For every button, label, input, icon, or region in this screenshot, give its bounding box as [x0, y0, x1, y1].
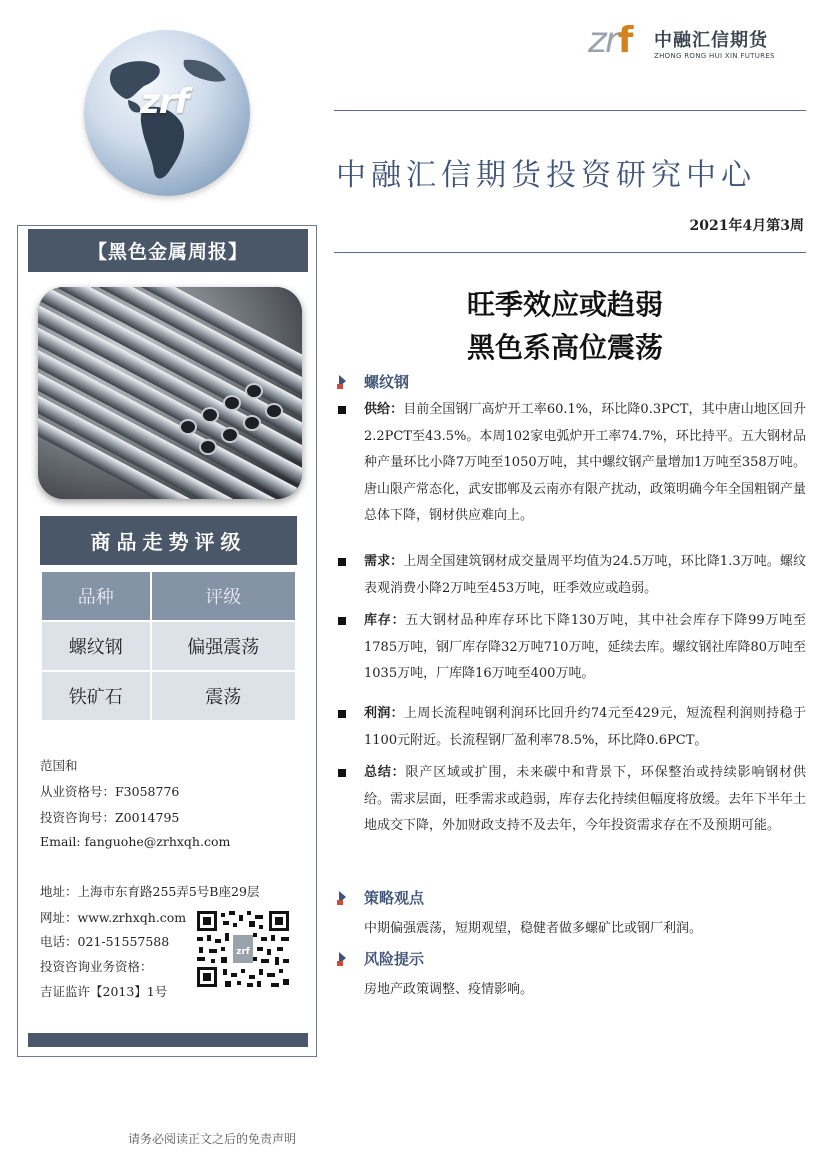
profit-label: 利润：	[364, 706, 405, 721]
rating-col-rating: 评级	[152, 572, 295, 620]
title-divider	[334, 252, 806, 253]
profit-text: 上周长流程吨钢利润环比回升约74元至429元，短流程利润则持稳于1100元附近。长流程钢厂盈利率78.5%，环比降0.6PCT。	[364, 706, 806, 748]
issue-date: 2021年4月第3周	[689, 218, 804, 234]
square-bullet-icon	[338, 769, 346, 777]
globe-logo-image	[84, 30, 250, 196]
summary-text: 限产区域或扩围，未来碳中和背景下，环保整治或持续影响钢材供给。需求层面，旺季需求或趋弱，库存去化持续但幅度将放缓。去年下半年土地成交下降，外加财政支持不及去年，今年投资需求存在不及预期可能。	[364, 765, 807, 833]
disclaimer-note: 请务必阅读正文之后的免责声明	[128, 1132, 297, 1146]
profit-paragraph	[364, 701, 806, 754]
brand-name-cn: 中融汇信期货	[654, 30, 768, 51]
section-rebar	[337, 371, 409, 392]
rating-table-header	[42, 572, 295, 620]
research-center-title: 中融汇信期货投资研究中心	[336, 158, 756, 193]
qr-code-image	[195, 909, 291, 989]
inventory-label: 库存：	[364, 613, 406, 628]
square-bullet-icon	[338, 558, 346, 566]
demand-text: 上周全国建筑钢材成交量周平均值为24.5万吨，环比降1.3万吨。螺纹表观消费小降2万吨至453万吨，旺季效应或趋弱。	[364, 554, 806, 596]
section-arrow-icon	[337, 375, 351, 389]
rating-item: 铁矿石	[42, 672, 150, 720]
square-bullet-icon	[338, 406, 346, 414]
square-bullet-icon	[338, 710, 346, 718]
rating-item: 螺纹钢	[42, 622, 150, 670]
summary-paragraph	[364, 760, 806, 840]
analyst-license: 从业资格号：F3058776	[40, 784, 180, 799]
company-address: 地址：上海市东育路255弄5号B座29层	[40, 884, 260, 899]
sidebar-footer-bar	[28, 1033, 308, 1047]
supply-paragraph	[364, 397, 806, 530]
brand-logo	[588, 16, 788, 66]
supply-label: 供给：	[364, 402, 404, 417]
brand-name-en: ZHONG RONG HUI XIN FUTURES	[654, 52, 775, 60]
rating-section-title: 商品走势评级	[40, 516, 297, 565]
inventory-text: 五大钢材品种库存环比下降130万吨，其中社会库存下降99万吨至1785万吨，钢厂库存降32万吨710万吨，延续去库。螺纹钢社库降80万吨至1035万吨，厂库降16万吨至400万吨。	[364, 613, 806, 681]
steel-pipes-image	[38, 287, 302, 499]
section-strategy	[337, 887, 424, 908]
demand-paragraph	[364, 549, 806, 602]
strategy-text: 中期偏强震荡，短期观望，稳健者做多螺矿比或钢厂利润。	[364, 921, 703, 936]
table-row	[42, 672, 295, 720]
section-risk-title: 风险提示	[364, 950, 425, 968]
supply-text: 目前全国钢厂高炉开工率60.1%，环比降0.3PCT，其中唐山地区回升2.2PCT至43.5%。本周102家电弧炉开工率74.7%，环比持平。五大钢材品种产量环比小降7万吨至1050万吨，其中螺纹钢产量增加1万吨至358万吨。唐山限产常态化，武安邯郸及云南亦有限产扰动，政策明确今年全国粗钢产量总体下降，钢材供应难向上。	[364, 402, 807, 523]
rating-col-item: 品种	[42, 572, 150, 620]
summary-label: 总结：	[364, 765, 406, 780]
demand-label: 需求：	[364, 554, 404, 569]
section-strategy-title: 策略观点	[364, 889, 425, 907]
rating-table	[40, 570, 297, 722]
inventory-paragraph	[364, 608, 806, 688]
report-type-title: 【黑色金属周报】	[28, 229, 308, 272]
globe-zrf-mark: zrf	[140, 82, 189, 122]
table-row	[42, 622, 295, 670]
square-bullet-icon	[338, 617, 346, 625]
company-website: 网址：www.zrhxqh.com	[40, 910, 187, 925]
qualification-label: 投资咨询业务资格：	[40, 959, 153, 974]
analyst-name: 范国和	[40, 758, 78, 773]
header-divider	[334, 110, 806, 111]
section-rebar-title: 螺纹钢	[364, 373, 410, 391]
rating-value: 震荡	[152, 672, 295, 720]
company-phone: 电话：021-51557588	[40, 934, 170, 949]
analyst-advisory-number: 投资咨询号：Z0014795	[40, 810, 180, 825]
headline-line-2: 黑色系高位震荡	[466, 331, 663, 364]
svg-text:zrf: zrf	[236, 947, 250, 957]
risk-text: 房地产政策调整、疫情影响。	[364, 982, 534, 997]
section-arrow-icon	[337, 952, 351, 966]
section-arrow-icon	[337, 891, 351, 905]
rating-value: 偏强震荡	[152, 622, 295, 670]
section-risk	[337, 948, 424, 969]
headline-line-1: 旺季效应或趋弱	[466, 288, 663, 321]
brand-mark: zrf	[588, 20, 632, 61]
analyst-email: Email: fanguohe@zrhxqh.com	[40, 834, 231, 849]
sidebar-panel	[17, 225, 317, 1057]
qualification-value: 吉证监许【2013】1号	[40, 984, 168, 999]
